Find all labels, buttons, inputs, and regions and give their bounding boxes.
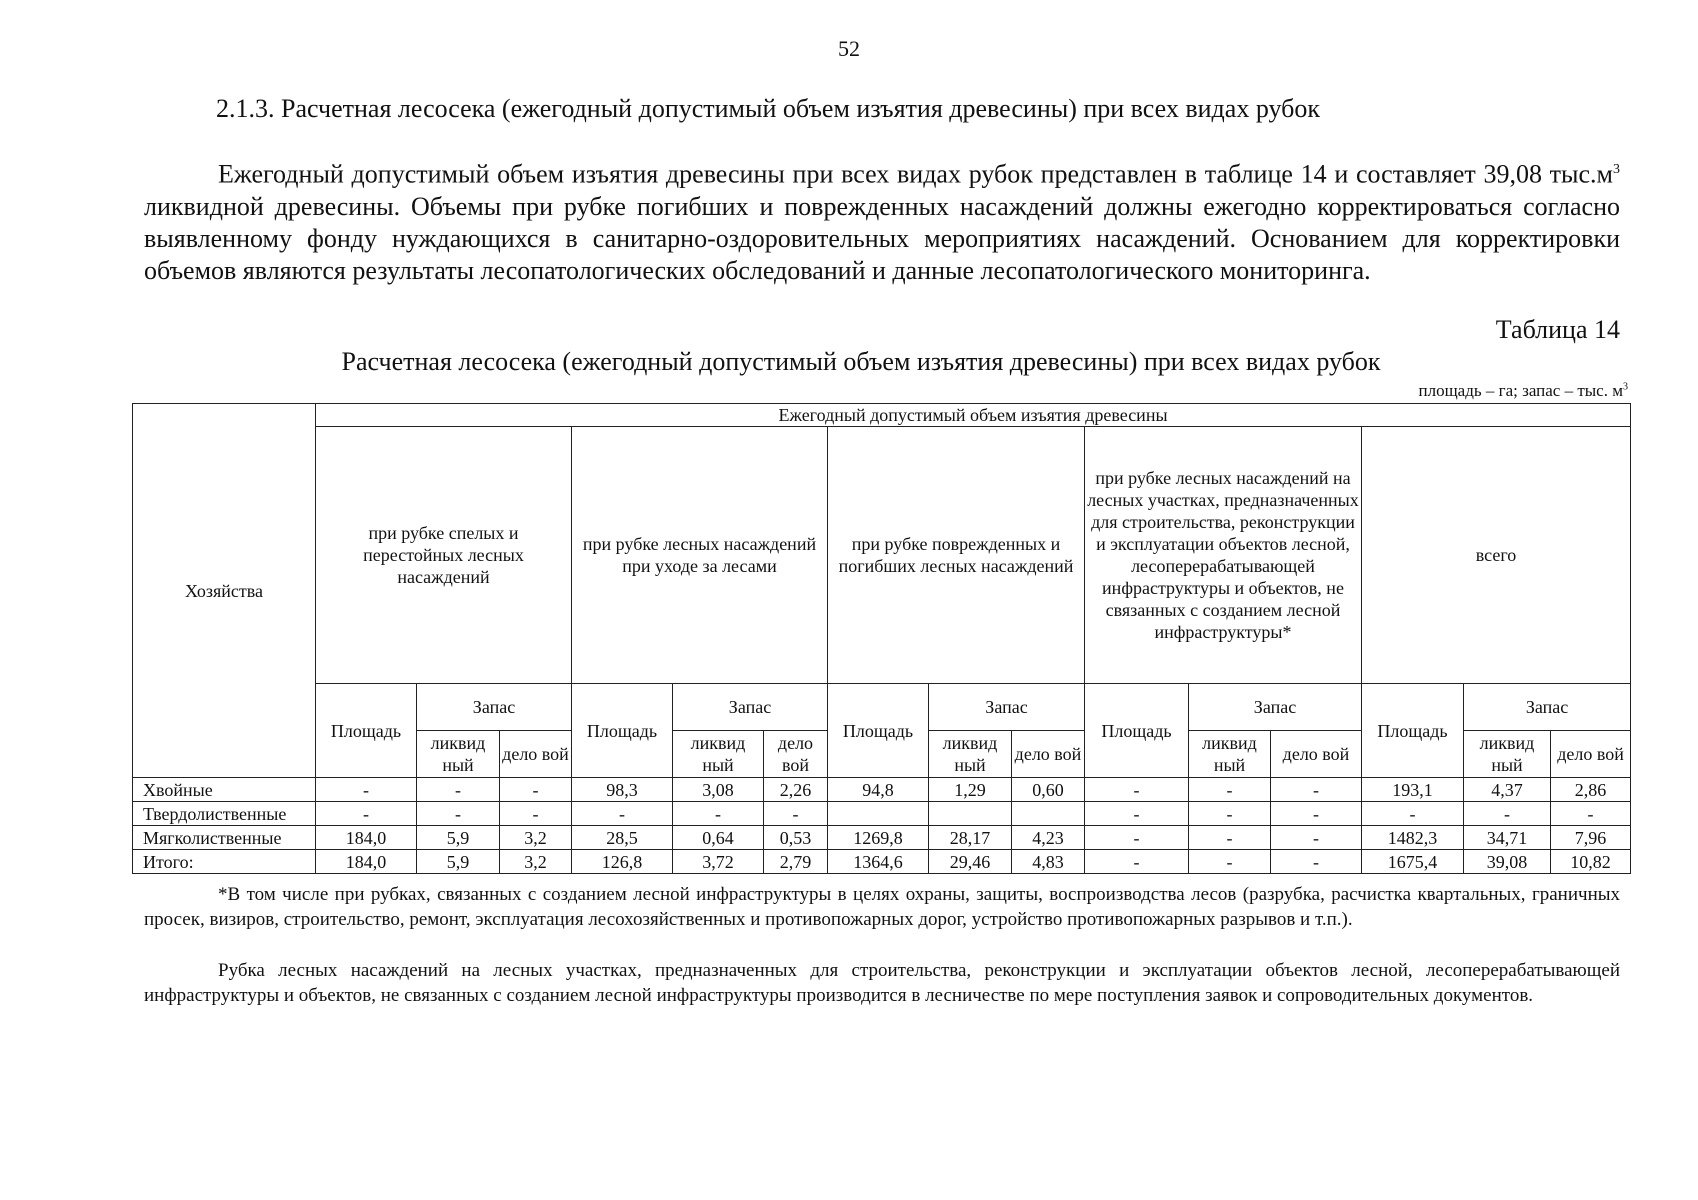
units-note	[1419, 381, 1629, 401]
liquid-header: ликвид ный	[417, 731, 500, 778]
row-label: Хвойные	[133, 778, 316, 802]
table-cell: -	[1362, 802, 1464, 826]
table-cell: -	[1271, 778, 1362, 802]
table-cell: 28,5	[572, 826, 673, 850]
table-cell: 5,9	[417, 826, 500, 850]
business-header: дело вой	[1012, 731, 1085, 778]
row-label: Мягколиственные	[133, 826, 316, 850]
table-cell: 184,0	[316, 850, 417, 874]
stock-header: Запас	[673, 684, 828, 731]
category-header: при рубке поврежденных и погибших лесных насаждений	[828, 427, 1085, 684]
liquid-header: ликвид ный	[1464, 731, 1551, 778]
business-header: дело вой	[1551, 731, 1631, 778]
table-cell: -	[500, 778, 572, 802]
superscript: 3	[1613, 162, 1620, 177]
table-cell: 94,8	[828, 778, 929, 802]
business-header: дело вой	[500, 731, 572, 778]
units-text: площадь – га; запас – тыс. м	[1418, 381, 1623, 400]
paragraph-text-end: ликвидной древесины. Объемы при рубке погибших и поврежденных насаждений должны ежегодно корректироваться согласно выявленному фонду нуждающихся в санитарно-оздоровительных мероприятиях насаждений. Основанием для корректировки объемов являются результаты лесопатологических обследований и данные лесопатологического мониторинга.	[144, 191, 1620, 285]
business-header: дело вой	[1271, 731, 1362, 778]
table-cell: 0,60	[1012, 778, 1085, 802]
row-label: Твердолиственные	[133, 802, 316, 826]
liquid-header: ликвид ный	[673, 731, 764, 778]
table-cell: -	[1085, 778, 1189, 802]
table-cell: -	[764, 802, 828, 826]
table-title: Расчетная лесосека (ежегодный допустимый объем изъятия древесины) при всех видах рубок	[341, 347, 1381, 376]
table-cell: 34,71	[1464, 826, 1551, 850]
table-cell: -	[1085, 826, 1189, 850]
table-cell: -	[1464, 802, 1551, 826]
table-cell: 0,64	[673, 826, 764, 850]
category-header: при рубке спелых и перестойных лесных насаждений	[316, 427, 572, 684]
table-row	[133, 826, 1631, 850]
table-cell: 4,83	[1012, 850, 1085, 874]
row-header-cell: Хозяйства	[133, 404, 316, 778]
table-cell	[929, 802, 1012, 826]
area-header: Площадь	[828, 684, 929, 778]
table-cell: -	[316, 802, 417, 826]
section-heading: 2.1.3. Расчетная лесосека (ежегодный допустимый объем изъятия древесины) при всех видах рубок	[216, 94, 1320, 123]
table-label: Таблица 14	[1495, 315, 1620, 344]
table-cell: 2,79	[764, 850, 828, 874]
table-cell: 5,9	[417, 850, 500, 874]
table-cell: 98,3	[572, 778, 673, 802]
table-cell: -	[1271, 802, 1362, 826]
table-cell: -	[1551, 802, 1631, 826]
stock-header: Запас	[929, 684, 1085, 731]
table-cell: -	[500, 802, 572, 826]
table-cell: -	[417, 802, 500, 826]
table-cell: 7,96	[1551, 826, 1631, 850]
table-cell: 184,0	[316, 826, 417, 850]
paragraph-text-start: Ежегодный допустимый объем изъятия древесины при всех видах рубок представлен в таблице 14 и составляет 39,08 тыс.м	[218, 159, 1613, 189]
category-header: при рубке лесных насаждений при уходе за лесами	[572, 427, 828, 684]
area-header: Площадь	[572, 684, 673, 778]
table-cell: 2,26	[764, 778, 828, 802]
footnote-2: Рубка лесных насаждений на лесных участках, предназначенных для строительства, реконструкции и эксплуатации объектов лесной, лесоперерабатывающей инфраструктуры и объектов, не связанных с созданием лесной инфраструктуры производится в лесничестве по мере поступления заявок и сопроводительных документов.	[144, 960, 1620, 1006]
stock-header: Запас	[1189, 684, 1362, 731]
business-header: дело вой	[764, 731, 828, 778]
stock-header: Запас	[417, 684, 572, 731]
area-header: Площадь	[1085, 684, 1189, 778]
top-header-cell: Ежегодный допустимый объем изъятия древесины	[316, 404, 1631, 427]
liquid-header: ликвид ный	[929, 731, 1012, 778]
table-cell: 2,86	[1551, 778, 1631, 802]
table-cell: 3,72	[673, 850, 764, 874]
units-superscript: 3	[1623, 381, 1628, 393]
table-cell: -	[1189, 778, 1271, 802]
table-cell: 0,53	[764, 826, 828, 850]
table-cell: -	[316, 778, 417, 802]
area-header: Площадь	[316, 684, 417, 778]
category-header: всего	[1362, 427, 1631, 684]
table-cell: -	[1085, 850, 1189, 874]
row-label: Итого:	[133, 850, 316, 874]
table-cell: 1675,4	[1362, 850, 1464, 874]
table-cell: 28,17	[929, 826, 1012, 850]
table-cell: -	[1189, 802, 1271, 826]
table-cell: -	[1189, 826, 1271, 850]
table-cell: -	[1085, 802, 1189, 826]
page-number: 52	[838, 36, 860, 61]
category-header: при рубке лесных насаждений на лесных участках, предназначенных для строительства, реконструкции и эксплуатации объектов лесной, лесоперерабатывающей инфраструктуры и объектов, не связанных с созданием лесной инфраструктуры*	[1085, 427, 1362, 684]
table-cell	[1012, 802, 1085, 826]
stock-header: Запас	[1464, 684, 1631, 731]
table-cell: -	[1271, 826, 1362, 850]
table-cell: 4,37	[1464, 778, 1551, 802]
table-cell: 1269,8	[828, 826, 929, 850]
table-cell: 4,23	[1012, 826, 1085, 850]
liquid-header: ликвид ный	[1189, 731, 1271, 778]
table-cell: 1482,3	[1362, 826, 1464, 850]
table-row-total	[133, 850, 1631, 874]
table-cell: -	[1271, 850, 1362, 874]
table-cell: 3,2	[500, 850, 572, 874]
table-cell: 3,2	[500, 826, 572, 850]
table-cell: 10,82	[1551, 850, 1631, 874]
table-cell: 39,08	[1464, 850, 1551, 874]
table-row	[133, 802, 1631, 826]
intro-paragraph	[144, 154, 1620, 287]
table-cell: -	[572, 802, 673, 826]
table-cell: 1,29	[929, 778, 1012, 802]
table-cell: 126,8	[572, 850, 673, 874]
footnote-1: *В том числе при рубках, связанных с созданием лесной инфраструктуры в целях охраны, защиты, воспроизводства лесов (разрубка, расчистка квартальных, граничных просек, визиров, строительство, ремонт, эксплуатация лесохозяйственных и противопожарных дорог, устройство противопожарных разрывов и т.п.).	[144, 884, 1620, 930]
table-cell: 193,1	[1362, 778, 1464, 802]
table-cell: 3,08	[673, 778, 764, 802]
table-cell: 29,46	[929, 850, 1012, 874]
harvest-table	[132, 403, 1631, 874]
table-row	[133, 778, 1631, 802]
table-cell: 1364,6	[828, 850, 929, 874]
table-cell: -	[673, 802, 764, 826]
area-header: Площадь	[1362, 684, 1464, 778]
table-cell: -	[1189, 850, 1271, 874]
table-cell	[828, 802, 929, 826]
table-cell: -	[417, 778, 500, 802]
